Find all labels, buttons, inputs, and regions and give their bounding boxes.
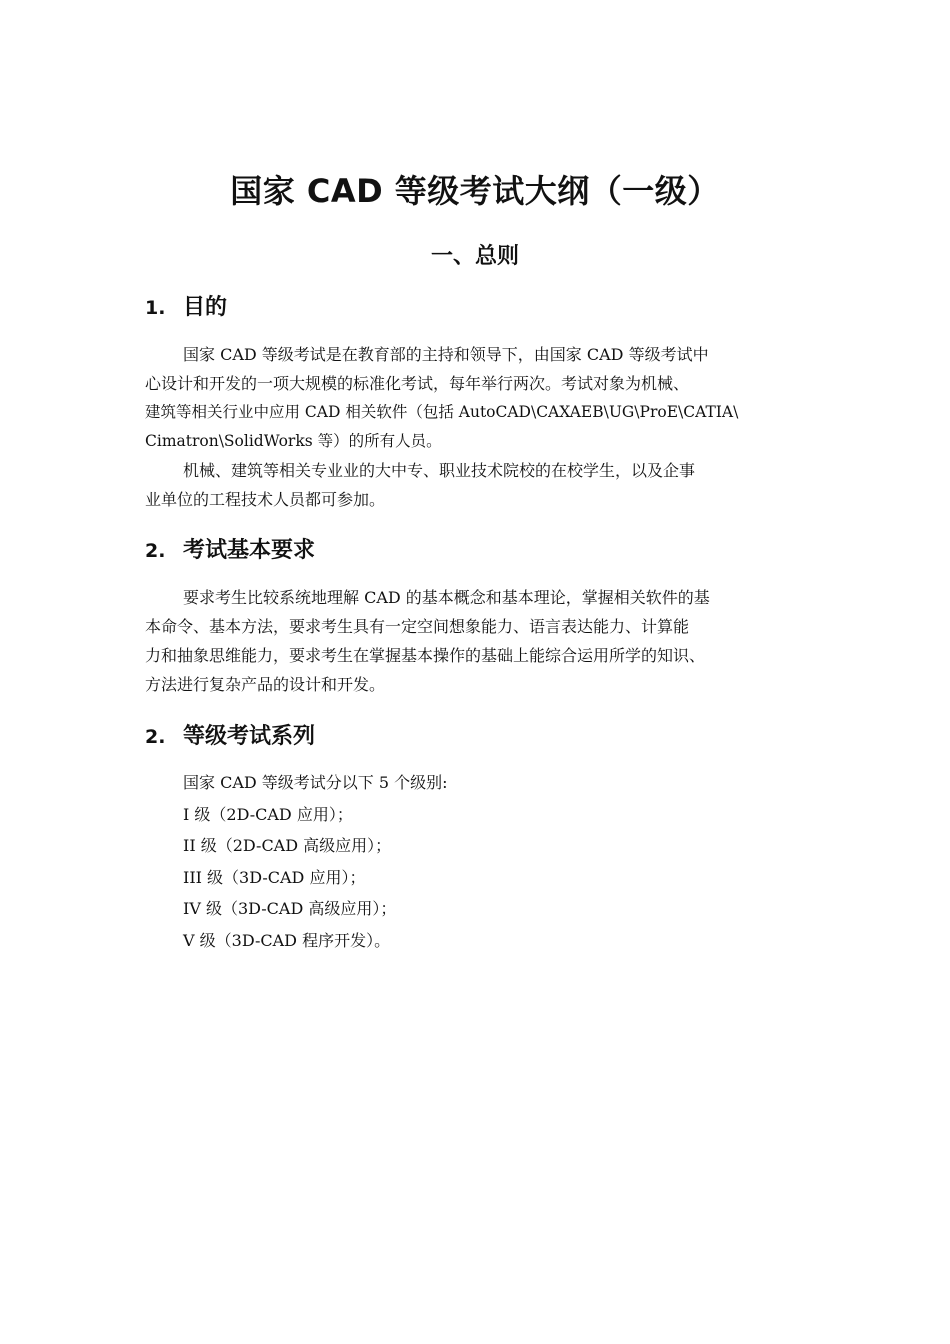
paragraph-line: 心设计和开发的一项大规模的标准化考试，每年举行两次。考试对象为机械、 (145, 374, 690, 393)
section-number: 2. (145, 540, 166, 562)
document-title: 国家 CAD 等级考试大纲（一级） (230, 172, 720, 210)
paragraph-line: 力和抽象思维能力，要求考生在掌握基本操作的基础上能综合运用所学的知识、 (145, 646, 706, 665)
section-title: 目的 (183, 295, 228, 320)
paragraph-line: 本命令、基本方法，要求考生具有一定空间想象能力、语言表达能力、计算能 (145, 617, 690, 636)
section-heading-requirements (145, 533, 315, 564)
level-item: II 级（2D-CAD 高级应用）； (183, 836, 392, 855)
paragraph-purpose-1 (145, 340, 805, 456)
paragraph-purpose-2 (145, 456, 805, 514)
paragraph-line: 国家 CAD 等级考试是在教育部的主持和领导下，由国家 CAD 等级考试中 (183, 345, 709, 364)
section-heading-levels (145, 719, 315, 750)
section-title: 等级考试系列 (183, 724, 316, 749)
section-heading-purpose (145, 290, 227, 321)
chapter-heading: 一、总则 (430, 244, 519, 269)
section-number: 1. (145, 297, 166, 319)
paragraph-line: Cimatron\SolidWorks 等）的所有人员。 (145, 432, 442, 450)
level-item: III 级（3D-CAD 应用）； (183, 867, 366, 887)
level-item: V 级（3D-CAD 程序开发）。 (183, 930, 391, 950)
level-list (183, 767, 448, 956)
level-intro: 国家 CAD 等级考试分以下 5 个级别: (183, 773, 448, 792)
level-item: I 级（2D-CAD 应用）； (183, 804, 353, 824)
paragraph-line: 建筑等相关行业中应用 CAD 相关软件（包括 AutoCAD\CAXAEB\UG\ProE\CATIA\ (145, 403, 739, 421)
section-title: 考试基本要求 (183, 538, 316, 563)
paragraph-line: 要求考生比较系统地理解 CAD 的基本概念和基本理论，掌握相关软件的基 (183, 588, 710, 607)
paragraph-requirements (145, 583, 805, 699)
section-number: 2. (145, 726, 166, 748)
level-item: IV 级（3D-CAD 高级应用）； (183, 899, 397, 918)
paragraph-line: 机械、建筑等相关专业业的大中专、职业技术院校的在校学生，以及企事 (183, 461, 696, 480)
paragraph-line: 业单位的工程技术人员都可参加。 (145, 490, 386, 509)
paragraph-line: 方法进行复杂产品的设计和开发。 (145, 675, 386, 694)
